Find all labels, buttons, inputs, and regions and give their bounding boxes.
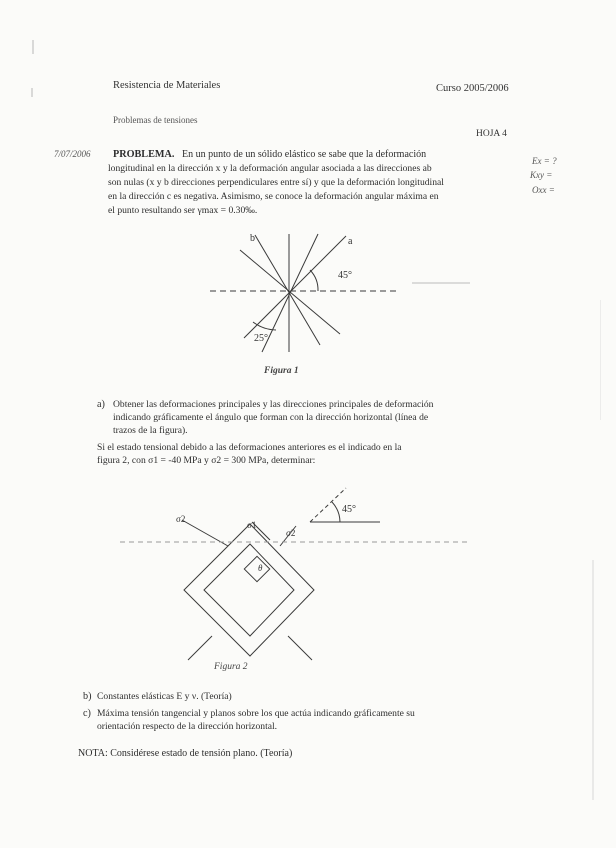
- problem-line-5: el punto resultando ser γmax = 0.30‰.: [108, 205, 258, 216]
- fig1-label-b: b: [250, 233, 255, 244]
- margin-note-3: Oxx =: [532, 185, 555, 195]
- intro-line-2: figura 2, con σ1 = -40 MPa y σ2 = 300 MPa, determinar:: [97, 455, 316, 466]
- question-a-label: a): [97, 399, 105, 410]
- question-a-line-2: indicando gráficamente el ángulo que forman con la dirección horizontal (línea de: [113, 412, 429, 423]
- fig2-arrow-bottom-left: [188, 636, 212, 660]
- question-c-label: c): [83, 708, 91, 719]
- header-right: Curso 2005/2006: [436, 83, 509, 94]
- note: NOTA: Considérese estado de tensión plano. (Teoría): [78, 748, 293, 759]
- problem-line-3: son nulas (x y b direcciones perpendiculares entre sí) y que la deformación longitudinal: [108, 177, 444, 188]
- margin-note-1: Ex = ?: [532, 156, 557, 166]
- fig2-label-s1: σ1: [247, 520, 257, 530]
- fig2-label-theta: θ: [258, 563, 263, 573]
- question-b-label: b): [83, 691, 92, 702]
- fig1-label-a: a: [348, 236, 353, 247]
- question-b-text: Constantes elásticas E y ν. (Teoría): [97, 691, 232, 702]
- problem-line-4: en la dirección c es negativa. Asimismo, se conoce la deformación angular máxima en: [108, 191, 439, 202]
- problem-label: PROBLEMA.: [113, 149, 175, 160]
- fig2-caption: Figura 2: [214, 662, 248, 672]
- margin-date: 7/07/2006: [54, 149, 91, 159]
- fig2-ref-diagonal: [310, 488, 346, 522]
- fig2-ref-arc: [332, 502, 340, 522]
- fig1-angle-bottom: 25°: [254, 333, 268, 344]
- fig2-label-s2b: σ2: [286, 528, 296, 538]
- intro-line-1: Si el estado tensional debido a las deformaciones anteriores es el indicado en la: [97, 442, 402, 453]
- fig1-caption: Figura 1: [264, 366, 299, 376]
- question-a-line-1: Obtener las deformaciones principales y las direcciones principales de deformación: [113, 399, 434, 410]
- header-sub: Problemas de tensiones: [113, 115, 198, 125]
- margin-note-2: Kxy =: [530, 170, 553, 180]
- header-left: Resistencia de Materiales: [113, 80, 221, 91]
- sheet-number: HOJA 4: [476, 129, 507, 139]
- fig2-inner-square: [204, 544, 294, 636]
- question-c-line-1: Máxima tensión tangencial y planos sobre los que actúa indicando gráficamente su: [97, 708, 415, 719]
- question-a-line-3: trazos de la figura).: [113, 425, 188, 436]
- fig2-angle: 45°: [342, 504, 356, 515]
- problem-line-1: En un punto de un sólido elástico se sabe que la deformación: [182, 149, 427, 160]
- problem-line-2: longitudinal en la dirección x y la deformación angular asociada a las direcciones ab: [108, 163, 432, 174]
- fig2-label-s2: σ2: [176, 514, 186, 524]
- fig2-arrow-bottom-right: [288, 636, 312, 660]
- question-c-line-2: orientación respecto de la dirección horizontal.: [97, 721, 278, 732]
- fig1-angle-top: 45°: [338, 270, 352, 281]
